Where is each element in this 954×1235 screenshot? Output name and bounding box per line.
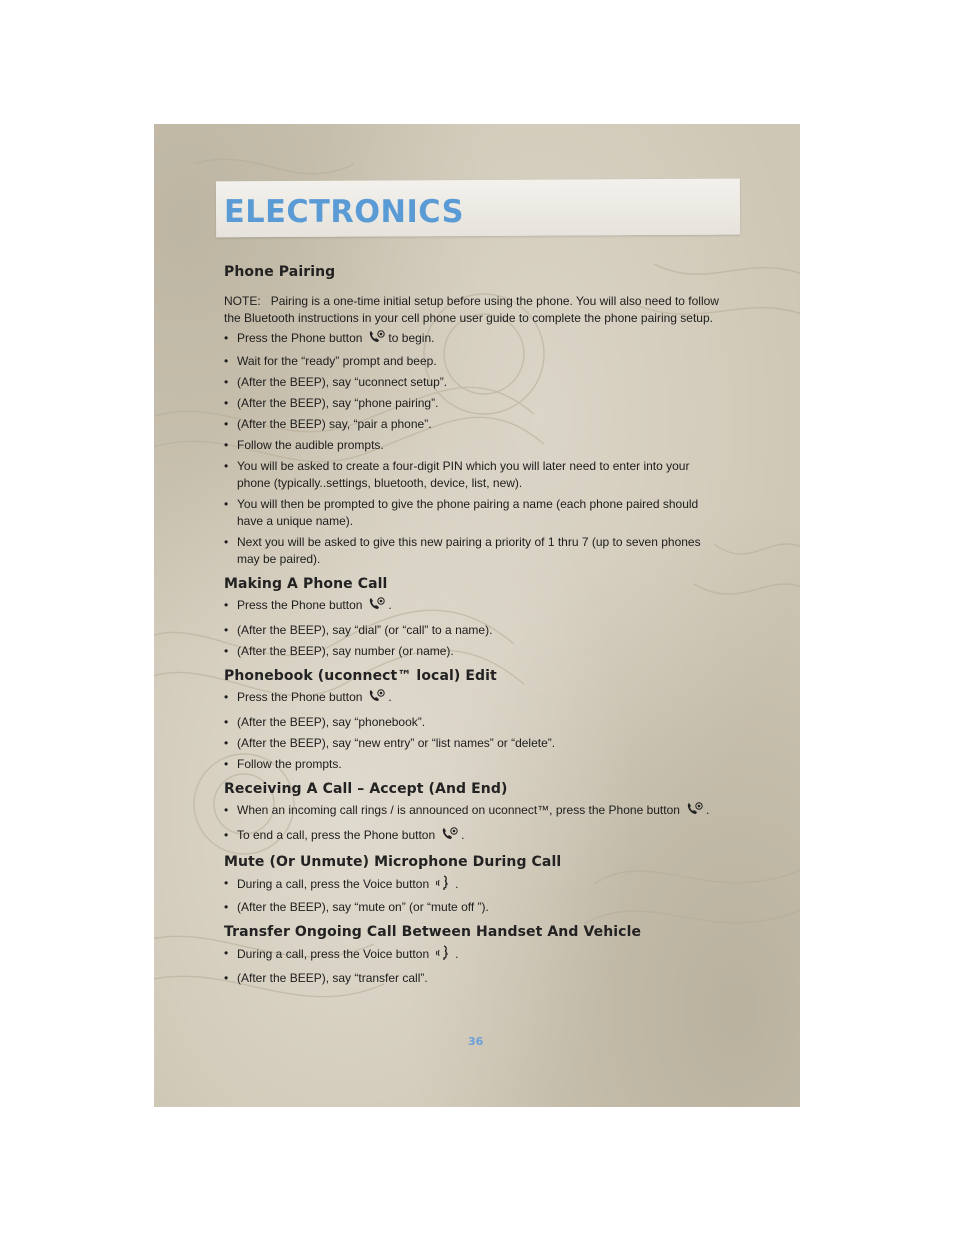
mute-steps [224, 875, 724, 916]
section-heading-mute: Mute (Or Unmute) Microphone During Call [224, 854, 562, 870]
pairing-steps [224, 330, 724, 568]
list-item: • Follow the prompts. [224, 756, 724, 773]
list-item: • (After the BEEP), say number (or name). [224, 643, 724, 660]
list-item: • Follow the audible prompts. [224, 437, 724, 454]
page-number: 36 [468, 1035, 484, 1048]
transfer-steps [224, 945, 724, 987]
phone-button-icon [368, 330, 385, 349]
manual-page [154, 124, 800, 1107]
section-heading-phone-pairing: Phone Pairing [224, 264, 336, 280]
list-item: • (After the BEEP), say “phone pairing”. [224, 395, 724, 412]
list-item: • During a call, press the Voice button . [224, 945, 724, 965]
list-item: • (After the BEEP) say, “pair a phone”. [224, 416, 724, 433]
list-item: • To end a call, press the Phone button . [224, 827, 724, 846]
phone-button-icon [441, 827, 458, 846]
list-item: • Wait for the “ready” prompt and beep. [224, 353, 724, 370]
list-item: • (After the BEEP), say “transfer call”. [224, 970, 724, 987]
list-item: • You will be asked to create a four-digit PIN which you will later need to enter into your phone (typically..settings, bluetooth, device, list, new). [224, 458, 724, 492]
list-item: • You will then be prompted to give the phone pairing a name (each phone paired should have a unique name). [224, 496, 724, 530]
making-call-steps [224, 597, 724, 660]
list-item: • Press the Phone button to begin. [224, 330, 724, 349]
voice-button-icon [435, 875, 452, 895]
list-item: • Next you will be asked to give this new pairing a priority of 1 thru 7 (up to seven phones may be paired). [224, 534, 724, 568]
section-heading-receiving-call: Receiving A Call – Accept (And End) [224, 781, 508, 797]
phone-button-icon [368, 689, 385, 708]
list-item: • (After the BEEP), say “new entry” or “list names” or “delete”. [224, 735, 724, 752]
note-text: Pairing is a one-time initial setup before using the phone. You will also need to follow the Bluetooth instructions in your cell phone user guide to complete the phone pairing setup. [224, 294, 719, 325]
list-item: • Press the Phone button . [224, 597, 724, 616]
list-item: • Press the Phone button . [224, 689, 724, 708]
list-item: • During a call, press the Voice button . [224, 875, 724, 895]
section-heading-phonebook-edit: Phonebook (uconnect™ local) Edit [224, 668, 497, 684]
page-title: ELECTRONICS [224, 194, 464, 230]
section-heading-making-call: Making A Phone Call [224, 576, 388, 592]
list-item: • (After the BEEP), say “dial” (or “call” to a name). [224, 622, 724, 639]
list-item: • (After the BEEP), say “uconnect setup”. [224, 374, 724, 391]
list-item: • (After the BEEP), say “phonebook”. [224, 714, 724, 731]
list-item: • (After the BEEP), say “mute on” (or “mute off ”). [224, 899, 724, 916]
phonebook-steps [224, 689, 724, 773]
note-paragraph [224, 293, 724, 326]
phone-button-icon [368, 597, 385, 616]
receiving-call-steps [224, 802, 724, 846]
section-heading-transfer-call: Transfer Ongoing Call Between Handset And Vehicle [224, 924, 642, 940]
list-item: • When an incoming call rings / is announced on uconnect™, press the Phone button . [224, 802, 724, 821]
note-label: NOTE: [224, 294, 261, 308]
phone-button-icon [686, 802, 703, 821]
content-column [224, 264, 724, 987]
voice-button-icon [435, 945, 452, 965]
